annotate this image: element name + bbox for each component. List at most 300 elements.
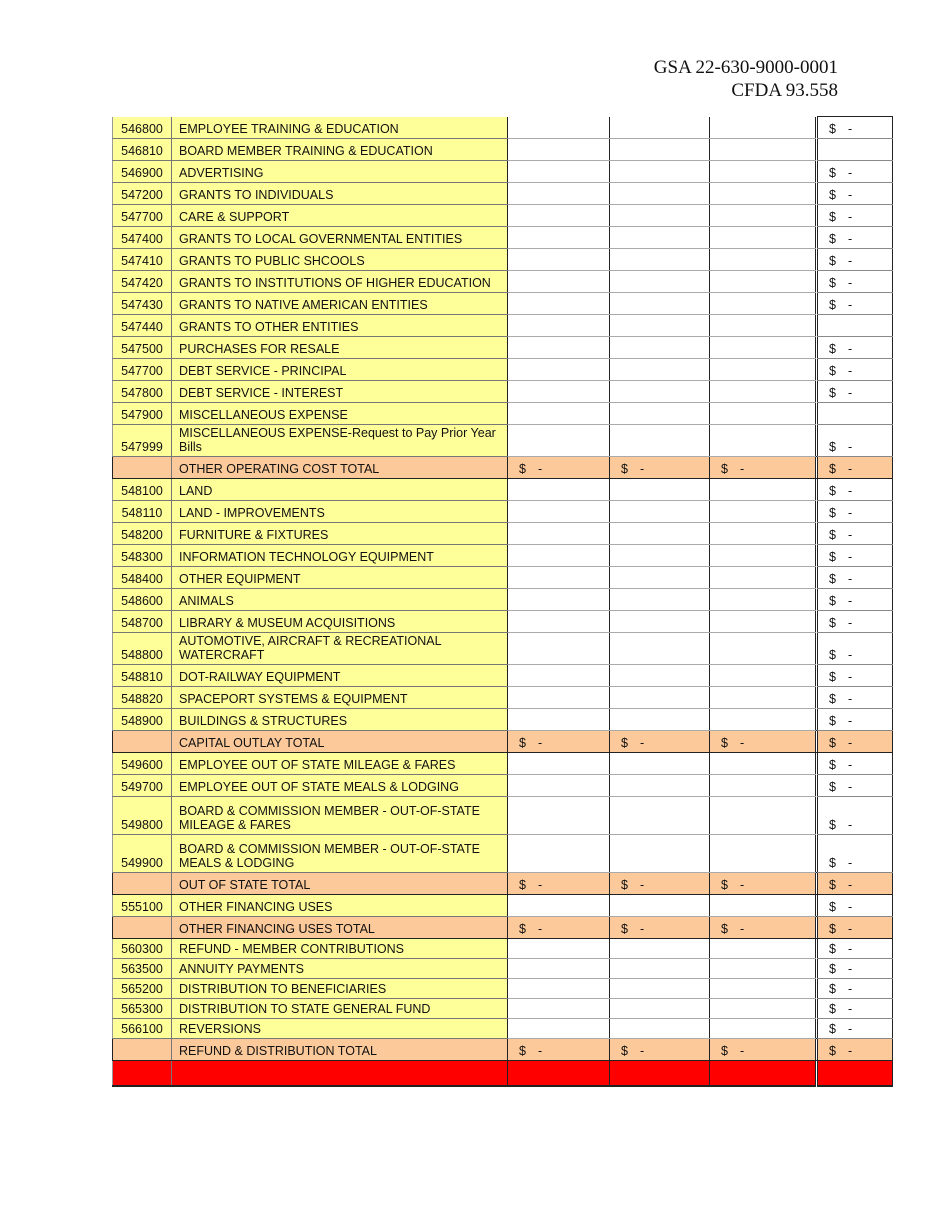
amount-cell[interactable] xyxy=(508,999,610,1019)
currency-symbol: $ xyxy=(829,1002,836,1016)
row-total-cell xyxy=(818,731,893,753)
amount-cell[interactable] xyxy=(508,939,610,959)
amount-cell[interactable] xyxy=(508,835,610,873)
amount-cell[interactable] xyxy=(610,665,710,687)
currency-symbol: $ xyxy=(621,736,628,750)
currency-symbol: $ xyxy=(829,818,836,832)
account-code: 548200 xyxy=(113,523,172,545)
account-description: GRANTS TO NATIVE AMERICAN ENTITIES xyxy=(172,293,508,315)
amount-cell[interactable] xyxy=(508,479,610,501)
row-total-cell xyxy=(818,999,893,1019)
zero-amount: - xyxy=(739,878,745,892)
amount-cell[interactable] xyxy=(710,665,816,687)
amount-cell[interactable] xyxy=(610,611,710,633)
currency-symbol: $ xyxy=(829,364,836,378)
zero-amount: - xyxy=(847,440,853,454)
account-code: 546800 xyxy=(113,117,172,139)
row-total-amount xyxy=(829,1002,852,1016)
cfda-number: CFDA 93.558 xyxy=(731,80,838,101)
amount-cell[interactable] xyxy=(610,359,710,381)
amount-cell[interactable] xyxy=(610,271,710,293)
zero-amount: - xyxy=(847,594,853,608)
currency-symbol: $ xyxy=(829,188,836,202)
account-description: OTHER FINANCING USES TOTAL xyxy=(172,917,508,939)
zero-amount: - xyxy=(537,462,543,476)
row-total-amount xyxy=(829,232,852,246)
row-total-amount xyxy=(829,1044,852,1058)
row-total-cell xyxy=(818,139,893,161)
account-description: LAND xyxy=(172,479,508,501)
table-row xyxy=(113,523,893,545)
amount-cell[interactable] xyxy=(610,633,710,665)
row-total-amount xyxy=(829,818,852,832)
row-total-amount xyxy=(829,648,852,662)
amount-cell[interactable] xyxy=(610,425,710,457)
row-total-amount xyxy=(829,692,852,706)
amount-cell[interactable] xyxy=(710,381,816,403)
currency-symbol: $ xyxy=(621,922,628,936)
account-description: GRANTS TO INSTITUTIONS OF HIGHER EDUCATION xyxy=(172,271,508,293)
currency-symbol: $ xyxy=(721,922,728,936)
row-total-cell xyxy=(818,753,893,775)
amount-cell[interactable] xyxy=(710,687,816,709)
table-row xyxy=(113,425,893,457)
amount-cell[interactable] xyxy=(610,183,710,205)
account-code: 548800 xyxy=(113,633,172,665)
zero-amount: - xyxy=(847,900,853,914)
table-row xyxy=(113,479,893,501)
zero-amount: - xyxy=(537,922,543,936)
account-description: GRANTS TO LOCAL GOVERNMENTAL ENTITIES xyxy=(172,227,508,249)
amount-cell[interactable] xyxy=(610,545,710,567)
row-total-cell xyxy=(818,959,893,979)
amount-cell[interactable] xyxy=(710,249,816,271)
zero-amount: - xyxy=(847,188,853,202)
amount-cell[interactable] xyxy=(508,139,610,161)
currency-symbol: $ xyxy=(621,1044,628,1058)
table-row xyxy=(113,545,893,567)
grand-total-cell xyxy=(818,1061,893,1087)
row-total-cell xyxy=(818,359,893,381)
subtotal-amount xyxy=(621,878,644,892)
zero-amount: - xyxy=(847,550,853,564)
table-row xyxy=(113,589,893,611)
account-code: 547900 xyxy=(113,403,172,425)
amount-cell[interactable] xyxy=(710,709,816,731)
subtotal-amount xyxy=(721,1044,744,1058)
amount-cell[interactable] xyxy=(710,117,816,139)
amount-cell[interactable] xyxy=(508,979,610,999)
table-row xyxy=(113,567,893,589)
amount-cell[interactable] xyxy=(710,1019,816,1039)
amount-cell[interactable] xyxy=(710,479,816,501)
amount-cell[interactable] xyxy=(508,895,610,917)
row-total-cell xyxy=(818,545,893,567)
table-row xyxy=(113,999,893,1019)
row-total-amount xyxy=(829,594,852,608)
table-row xyxy=(113,709,893,731)
amount-cell[interactable] xyxy=(710,979,816,999)
amount-cell[interactable] xyxy=(710,959,816,979)
amount-cell[interactable] xyxy=(508,797,610,835)
currency-symbol: $ xyxy=(829,758,836,772)
table-row xyxy=(113,939,893,959)
amount-cell xyxy=(710,1039,816,1061)
amount-cell[interactable] xyxy=(610,753,710,775)
amount-cell[interactable] xyxy=(710,633,816,665)
amount-cell[interactable] xyxy=(610,939,710,959)
amount-cell[interactable] xyxy=(710,939,816,959)
row-total-cell xyxy=(818,501,893,523)
row-total-amount xyxy=(829,616,852,630)
total-row xyxy=(113,457,893,479)
amount-cell[interactable] xyxy=(710,611,816,633)
account-code: 563500 xyxy=(113,959,172,979)
amount-cell[interactable] xyxy=(710,753,816,775)
currency-symbol: $ xyxy=(829,1022,836,1036)
amount-cell[interactable] xyxy=(610,895,710,917)
currency-symbol: $ xyxy=(829,900,836,914)
amount-cell[interactable] xyxy=(710,835,816,873)
amount-cell[interactable] xyxy=(508,381,610,403)
amount-cell[interactable] xyxy=(710,999,816,1019)
row-total-amount xyxy=(829,122,852,136)
amount-cell[interactable] xyxy=(508,687,610,709)
amount-cell[interactable] xyxy=(710,797,816,835)
amount-cell[interactable] xyxy=(508,117,610,139)
amount-cell[interactable] xyxy=(610,775,710,797)
amount-cell[interactable] xyxy=(508,959,610,979)
amount-cell[interactable] xyxy=(710,589,816,611)
amount-cell[interactable] xyxy=(710,205,816,227)
amount-cell[interactable] xyxy=(610,315,710,337)
amount-cell[interactable] xyxy=(710,403,816,425)
account-code xyxy=(113,1039,172,1061)
table-row xyxy=(113,315,893,337)
zero-amount: - xyxy=(537,878,543,892)
amount-cell xyxy=(710,917,816,939)
row-total-amount xyxy=(829,982,852,996)
row-total-cell xyxy=(818,1019,893,1039)
zero-amount: - xyxy=(847,298,853,312)
account-description: BOARD MEMBER TRAINING & EDUCATION xyxy=(172,139,508,161)
account-code: 560300 xyxy=(113,939,172,959)
account-description: SPACEPORT SYSTEMS & EQUIPMENT xyxy=(172,687,508,709)
row-total-cell xyxy=(818,337,893,359)
row-total-cell xyxy=(818,271,893,293)
account-code: 549900 xyxy=(113,835,172,873)
zero-amount: - xyxy=(847,1022,853,1036)
amount-cell[interactable] xyxy=(610,979,710,999)
amount-cell[interactable] xyxy=(710,895,816,917)
currency-symbol: $ xyxy=(829,714,836,728)
account-code: 546810 xyxy=(113,139,172,161)
account-code: 547800 xyxy=(113,381,172,403)
table-row xyxy=(113,611,893,633)
table-row xyxy=(113,979,893,999)
row-total-amount xyxy=(829,758,852,772)
account-code: 548900 xyxy=(113,709,172,731)
row-total-cell xyxy=(818,797,893,835)
amount-cell[interactable] xyxy=(508,403,610,425)
currency-symbol: $ xyxy=(829,462,836,476)
currency-symbol: $ xyxy=(829,342,836,356)
zero-amount: - xyxy=(847,648,853,662)
account-description: OTHER FINANCING USES xyxy=(172,895,508,917)
subtotal-amount xyxy=(519,462,542,476)
zero-amount: - xyxy=(847,616,853,630)
amount-cell[interactable] xyxy=(710,359,816,381)
amount-cell[interactable] xyxy=(710,567,816,589)
amount-cell[interactable] xyxy=(710,183,816,205)
zero-amount: - xyxy=(847,818,853,832)
row-total-amount xyxy=(829,210,852,224)
amount-cell[interactable] xyxy=(508,183,610,205)
account-code: 548600 xyxy=(113,589,172,611)
amount-cell[interactable] xyxy=(610,479,710,501)
subtotal-amount xyxy=(519,922,542,936)
currency-symbol: $ xyxy=(829,878,836,892)
amount-cell xyxy=(610,457,710,479)
account-description: CAPITAL OUTLAY TOTAL xyxy=(172,731,508,753)
account-description: FURNITURE & FIXTURES xyxy=(172,523,508,545)
row-total-cell xyxy=(818,895,893,917)
amount-cell[interactable] xyxy=(610,523,710,545)
zero-amount: - xyxy=(847,254,853,268)
account-code: 547200 xyxy=(113,183,172,205)
subtotal-amount xyxy=(519,736,542,750)
amount-cell[interactable] xyxy=(508,523,610,545)
amount-cell[interactable] xyxy=(508,611,610,633)
amount-cell[interactable] xyxy=(610,567,710,589)
budget-table xyxy=(112,116,893,1087)
amount-cell[interactable] xyxy=(710,271,816,293)
amount-cell[interactable] xyxy=(508,271,610,293)
amount-cell[interactable] xyxy=(610,381,710,403)
amount-cell[interactable] xyxy=(508,567,610,589)
currency-symbol: $ xyxy=(519,1044,526,1058)
account-code: 565200 xyxy=(113,979,172,999)
table-row xyxy=(113,501,893,523)
amount-cell[interactable] xyxy=(610,835,710,873)
zero-amount: - xyxy=(537,1044,543,1058)
amount-cell[interactable] xyxy=(710,545,816,567)
account-description: REVERSIONS xyxy=(172,1019,508,1039)
account-description: DEBT SERVICE - INTEREST xyxy=(172,381,508,403)
row-total-cell xyxy=(818,835,893,873)
amount-cell[interactable] xyxy=(610,1019,710,1039)
amount-cell[interactable] xyxy=(610,403,710,425)
row-total-cell xyxy=(818,1039,893,1061)
amount-cell[interactable] xyxy=(508,249,610,271)
zero-amount: - xyxy=(847,484,853,498)
amount-cell[interactable] xyxy=(610,293,710,315)
row-total-amount xyxy=(829,342,852,356)
amount-cell[interactable] xyxy=(508,315,610,337)
currency-symbol: $ xyxy=(829,982,836,996)
amount-cell[interactable] xyxy=(610,687,710,709)
total-row xyxy=(113,1039,893,1061)
amount-cell[interactable] xyxy=(508,1019,610,1039)
amount-cell[interactable] xyxy=(508,293,610,315)
amount-cell xyxy=(508,873,610,895)
subtotal-amount xyxy=(519,1044,542,1058)
amount-cell[interactable] xyxy=(508,665,610,687)
amount-cell[interactable] xyxy=(508,337,610,359)
amount-cell[interactable] xyxy=(508,709,610,731)
account-code: 548110 xyxy=(113,501,172,523)
table-row xyxy=(113,139,893,161)
row-total-cell xyxy=(818,567,893,589)
table-row xyxy=(113,381,893,403)
account-description: BOARD & COMMISSION MEMBER - OUT-OF-STATE MILEAGE & FARES xyxy=(172,797,508,835)
amount-cell[interactable] xyxy=(610,117,710,139)
table-row xyxy=(113,337,893,359)
row-total-cell xyxy=(818,315,893,337)
amount-cell[interactable] xyxy=(710,139,816,161)
grand-total-cell xyxy=(172,1061,508,1087)
account-code: 547700 xyxy=(113,359,172,381)
amount-cell[interactable] xyxy=(710,315,816,337)
account-description: ANNUITY PAYMENTS xyxy=(172,959,508,979)
amount-cell[interactable] xyxy=(610,205,710,227)
amount-cell[interactable] xyxy=(610,501,710,523)
currency-symbol: $ xyxy=(829,506,836,520)
row-total-cell xyxy=(818,709,893,731)
amount-cell[interactable] xyxy=(610,337,710,359)
row-total-amount xyxy=(829,364,852,378)
zero-amount: - xyxy=(739,1044,745,1058)
amount-cell[interactable] xyxy=(508,753,610,775)
amount-cell[interactable] xyxy=(710,293,816,315)
row-total-cell xyxy=(818,227,893,249)
zero-amount: - xyxy=(847,1002,853,1016)
currency-symbol: $ xyxy=(829,484,836,498)
currency-symbol: $ xyxy=(829,1044,836,1058)
row-total-amount xyxy=(829,856,852,870)
amount-cell[interactable] xyxy=(710,501,816,523)
amount-cell[interactable] xyxy=(508,359,610,381)
amount-cell[interactable] xyxy=(508,633,610,665)
row-total-amount xyxy=(829,484,852,498)
amount-cell[interactable] xyxy=(710,337,816,359)
zero-amount: - xyxy=(847,1044,853,1058)
row-total-cell xyxy=(818,425,893,457)
zero-amount: - xyxy=(847,122,853,136)
amount-cell[interactable] xyxy=(508,161,610,183)
zero-amount: - xyxy=(847,364,853,378)
zero-amount: - xyxy=(847,342,853,356)
amount-cell[interactable] xyxy=(710,523,816,545)
row-total-cell xyxy=(818,589,893,611)
amount-cell[interactable] xyxy=(508,227,610,249)
table-row xyxy=(113,183,893,205)
zero-amount: - xyxy=(739,462,745,476)
amount-cell[interactable] xyxy=(610,227,710,249)
table-row xyxy=(113,665,893,687)
account-description: BUILDINGS & STRUCTURES xyxy=(172,709,508,731)
zero-amount: - xyxy=(847,670,853,684)
account-code xyxy=(113,457,172,479)
currency-symbol: $ xyxy=(829,254,836,268)
amount-cell[interactable] xyxy=(508,775,610,797)
currency-symbol: $ xyxy=(829,232,836,246)
amount-cell[interactable] xyxy=(710,161,816,183)
account-description: DISTRIBUTION TO STATE GENERAL FUND xyxy=(172,999,508,1019)
amount-cell[interactable] xyxy=(610,161,710,183)
table-row xyxy=(113,359,893,381)
grand-total-cell xyxy=(610,1061,710,1087)
account-code: 547700 xyxy=(113,205,172,227)
row-total-cell xyxy=(818,939,893,959)
amount-cell xyxy=(610,1039,710,1061)
table-row xyxy=(113,271,893,293)
zero-amount: - xyxy=(639,736,645,750)
amount-cell xyxy=(508,731,610,753)
account-code: 548810 xyxy=(113,665,172,687)
amount-cell[interactable] xyxy=(710,425,816,457)
account-description: DISTRIBUTION TO BENEFICIARIES xyxy=(172,979,508,999)
account-code: 547999 xyxy=(113,425,172,457)
amount-cell xyxy=(508,457,610,479)
row-total-amount xyxy=(829,922,852,936)
row-total-amount xyxy=(829,572,852,586)
amount-cell[interactable] xyxy=(710,775,816,797)
row-total-cell xyxy=(818,249,893,271)
zero-amount: - xyxy=(847,962,853,976)
currency-symbol: $ xyxy=(721,1044,728,1058)
account-code: 549800 xyxy=(113,797,172,835)
amount-cell[interactable] xyxy=(610,999,710,1019)
currency-symbol: $ xyxy=(829,962,836,976)
row-total-cell xyxy=(818,979,893,999)
amount-cell[interactable] xyxy=(610,249,710,271)
currency-symbol: $ xyxy=(829,298,836,312)
currency-symbol: $ xyxy=(829,594,836,608)
row-total-cell xyxy=(818,457,893,479)
amount-cell[interactable] xyxy=(508,501,610,523)
currency-symbol: $ xyxy=(829,942,836,956)
account-description: DEBT SERVICE - PRINCIPAL xyxy=(172,359,508,381)
amount-cell[interactable] xyxy=(610,797,710,835)
amount-cell[interactable] xyxy=(508,545,610,567)
amount-cell[interactable] xyxy=(610,589,710,611)
zero-amount: - xyxy=(739,922,745,936)
account-description: GRANTS TO INDIVIDUALS xyxy=(172,183,508,205)
currency-symbol: $ xyxy=(829,692,836,706)
zero-amount: - xyxy=(639,462,645,476)
amount-cell[interactable] xyxy=(610,959,710,979)
row-total-amount xyxy=(829,962,852,976)
amount-cell[interactable] xyxy=(610,139,710,161)
currency-symbol: $ xyxy=(519,878,526,892)
amount-cell[interactable] xyxy=(710,227,816,249)
currency-symbol: $ xyxy=(829,550,836,564)
row-total-cell xyxy=(818,381,893,403)
table-row xyxy=(113,633,893,665)
row-total-cell xyxy=(818,775,893,797)
row-total-amount xyxy=(829,276,852,290)
account-description: GRANTS TO PUBLIC SHCOOLS xyxy=(172,249,508,271)
amount-cell[interactable] xyxy=(508,425,610,457)
row-total-amount xyxy=(829,188,852,202)
zero-amount: - xyxy=(847,210,853,224)
amount-cell[interactable] xyxy=(508,205,610,227)
amount-cell[interactable] xyxy=(610,709,710,731)
currency-symbol: $ xyxy=(829,572,836,586)
amount-cell[interactable] xyxy=(508,589,610,611)
row-total-cell xyxy=(818,117,893,139)
